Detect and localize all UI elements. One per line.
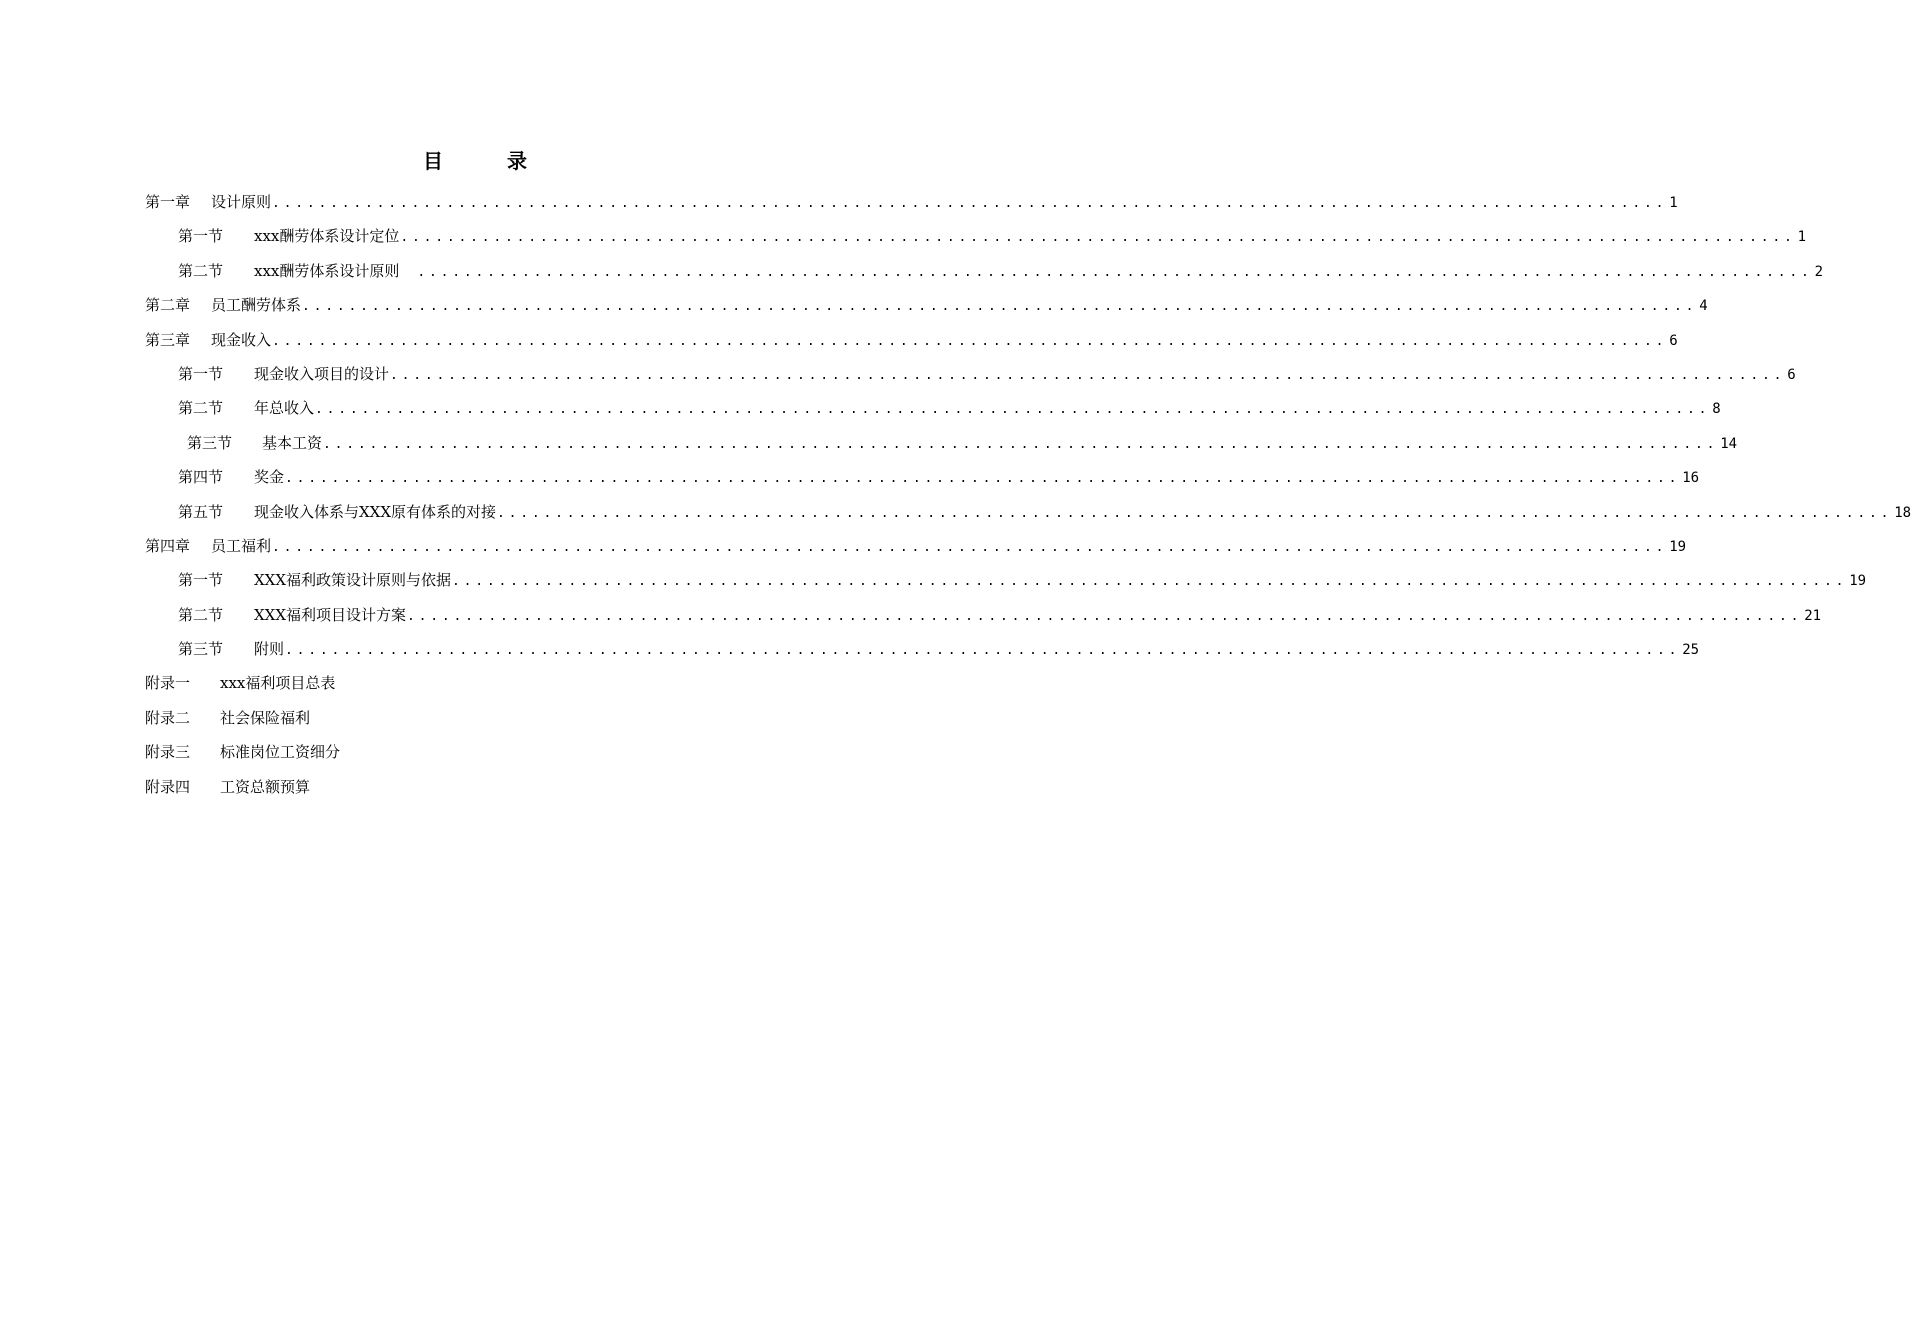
toc-entry[interactable] — [145, 398, 1721, 432]
toc-entry-text: 员工酬劳体系 — [211, 296, 302, 315]
toc-entry-label: 第三节 — [187, 433, 233, 452]
toc-entry-text: 现金收入体系与XXX原有体系的对接 — [254, 502, 497, 521]
dot-leader: ........................................................................................................................ — [285, 471, 1681, 487]
toc-entry-page: 14 — [1720, 435, 1738, 452]
toc-entry[interactable] — [145, 605, 1822, 639]
toc-entry-label: 第一节 — [178, 364, 224, 383]
dot-leader: ........................................................................................................................ — [390, 367, 1786, 383]
toc-entry-page: 4 — [1699, 298, 1708, 315]
toc-entry-text: xxx酬劳体系设计定位 — [254, 227, 400, 246]
toc-entry[interactable] — [145, 192, 1678, 226]
table-of-contents — [145, 192, 1911, 811]
toc-entry-text: 设计原则 — [211, 193, 272, 211]
toc-entry[interactable] — [145, 226, 1807, 260]
toc-entry-text: 现金收入 — [211, 330, 272, 349]
toc-entry-text: 基本工资 — [262, 433, 323, 452]
toc-entry[interactable] — [145, 639, 1700, 673]
dot-leader: ........................................................................................................................ — [302, 299, 1698, 315]
toc-entry[interactable] — [145, 261, 1824, 295]
toc-entry-page: 6 — [1669, 332, 1678, 349]
toc-entry-label: 第一章 — [145, 193, 191, 211]
toc-entry[interactable] — [145, 536, 1687, 570]
toc-entry[interactable] — [145, 467, 1700, 501]
toc-entry-label: 第一节 — [178, 227, 224, 246]
toc-entry-text: XXX福利政策设计原则与依据 — [254, 571, 452, 590]
toc-entry-page: 1 — [1797, 229, 1807, 246]
appendix-text: 社会保险福利 — [220, 708, 311, 727]
dot-leader: ........................................................................................................................ — [452, 574, 1848, 590]
appendix-label: 附录三 — [145, 743, 191, 762]
dot-leader: ........................................................................................................................ — [400, 230, 1796, 246]
appendix-entry[interactable] — [145, 673, 815, 707]
toc-entry-page: 19 — [1669, 538, 1687, 555]
toc-entry-text: 员工福利 — [211, 536, 272, 555]
appendix-entry[interactable] — [145, 708, 815, 742]
toc-entry-label: 第二章 — [145, 296, 191, 315]
dot-leader: ........................................................................................................................ — [407, 608, 1803, 624]
toc-entry-label: 第二节 — [178, 261, 224, 280]
toc-entry-page: 16 — [1682, 470, 1700, 487]
toc-entry-label: 第二节 — [178, 399, 224, 418]
toc-entry-page: 21 — [1804, 607, 1822, 624]
appendix-text: 标准岗位工资细分 — [220, 743, 341, 762]
toc-entry-label: 第一节 — [178, 571, 224, 590]
toc-entry[interactable] — [145, 433, 1738, 467]
toc-entry-page: 2 — [1814, 263, 1824, 280]
toc-entry-text: 附则 — [254, 640, 285, 659]
toc-title: 目 录 — [423, 149, 549, 173]
toc-entry-text: 年总收入 — [254, 399, 315, 418]
appendix-label: 附录四 — [145, 777, 191, 796]
dot-leader: ........................................................................................................................ — [417, 264, 1813, 280]
toc-entry-page: 18 — [1894, 504, 1911, 521]
toc-entry[interactable] — [145, 364, 1796, 398]
toc-entry-page: 1 — [1669, 195, 1678, 211]
appendix-text: xxx福利项目总表 — [220, 674, 336, 693]
dot-leader: ........................................................................................................................ — [323, 436, 1719, 452]
appendix-label: 附录二 — [145, 708, 191, 727]
dot-leader: ........................................................................................................................ — [272, 196, 1668, 211]
toc-entry-text: xxx酬劳体系设计原则 — [254, 261, 400, 280]
appendix-label: 附录一 — [145, 674, 191, 693]
toc-entry-text: 现金收入项目的设计 — [254, 364, 390, 383]
toc-entry-label: 第三章 — [145, 330, 191, 349]
toc-entry-page: 6 — [1787, 366, 1796, 383]
appendix-entry[interactable] — [145, 777, 815, 811]
dot-leader: ........................................................................................................................ — [315, 402, 1711, 418]
toc-entry-label: 第二节 — [178, 605, 224, 624]
dot-leader: ........................................................................................................................ — [272, 333, 1668, 349]
toc-entry-page: 25 — [1682, 642, 1700, 659]
appendix-entry[interactable] — [145, 742, 815, 776]
appendix-text: 工资总额预算 — [220, 777, 311, 796]
dot-leader: ........................................................................................................................ — [497, 505, 1893, 521]
toc-entry-page: 19 — [1849, 573, 1867, 590]
toc-entry-text: XXX福利项目设计方案 — [254, 605, 407, 624]
toc-entry-label: 第四节 — [178, 468, 224, 487]
toc-entry[interactable] — [145, 330, 1678, 364]
toc-entry[interactable] — [145, 570, 1867, 604]
toc-entry-label: 第五节 — [178, 502, 224, 521]
toc-entry[interactable] — [145, 295, 1708, 329]
toc-entry-page: 8 — [1712, 401, 1721, 418]
toc-entry[interactable] — [145, 502, 1911, 536]
dot-leader: ........................................................................................................................ — [285, 643, 1681, 659]
toc-entry-label: 第四章 — [145, 536, 191, 555]
toc-entry-label: 第三节 — [178, 640, 224, 659]
toc-entry-text: 奖金 — [254, 468, 285, 487]
dot-leader: ........................................................................................................................ — [272, 539, 1668, 555]
